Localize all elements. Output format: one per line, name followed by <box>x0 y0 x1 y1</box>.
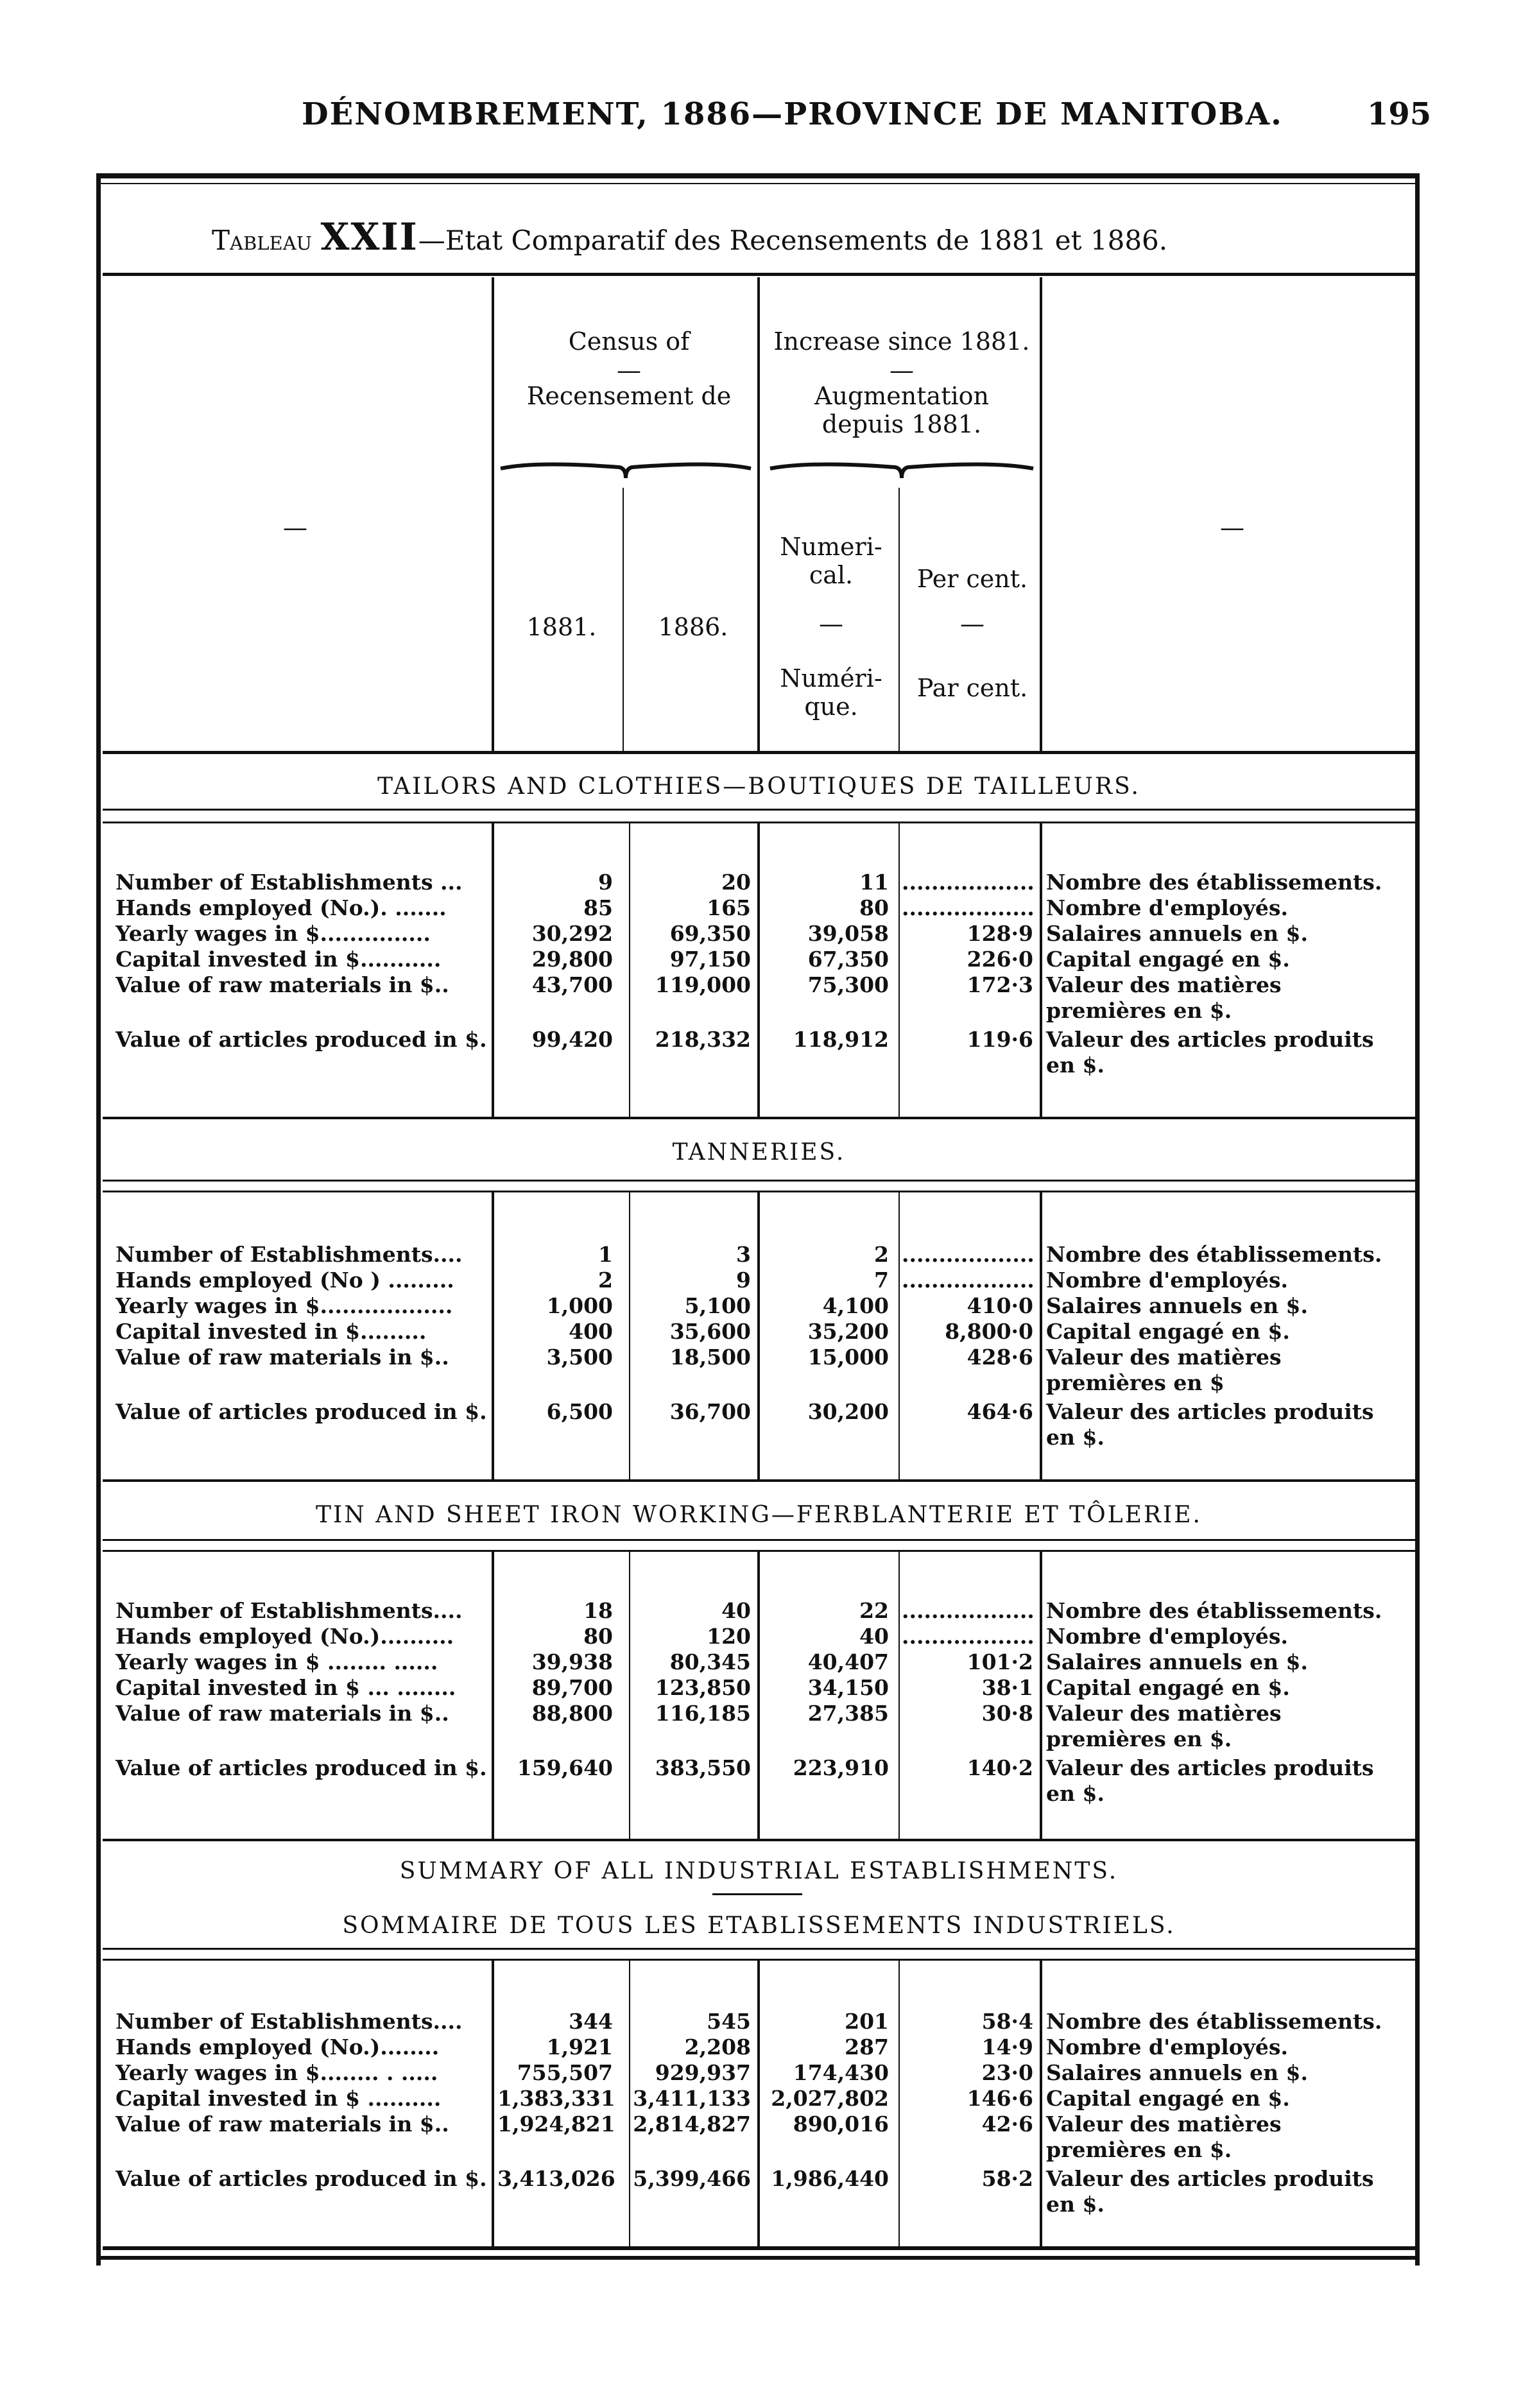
census-brace <box>497 449 754 488</box>
value-numerical: 223,910 <box>793 1755 889 1780</box>
row-label-fr: Salaires annuels en $. <box>1046 1649 1309 1674</box>
value-numerical: 7 <box>874 1268 889 1293</box>
row-label-en: Capital invested in $......... <box>116 1319 427 1344</box>
value-1886: 36,700 <box>669 1399 751 1424</box>
row-label-en: Hands employed (No.)........ <box>116 2034 440 2060</box>
value-1886: 2,814,827 <box>633 2111 751 2137</box>
section-heading: SUMMARY OF ALL INDUSTRIAL ESTABLISHMENTS. <box>399 1858 1119 1884</box>
percent-dash: — <box>960 610 984 638</box>
row-label-fr: Valeur des articles produits en $. <box>1046 1399 1374 1450</box>
section-heading-fr: SOMMAIRE DE TOUS LES ETABLISSEMENTS INDUSTRIELS. <box>342 1913 1176 1939</box>
section-col-rule <box>898 1959 900 2246</box>
value-1886: 20 <box>721 870 751 895</box>
section-col-rule <box>492 1191 494 1479</box>
row-label-fr: Valeur des matières premières en $. <box>1046 2111 1282 2162</box>
row-label-fr: Salaires annuels en $. <box>1046 1293 1309 1318</box>
value-numerical: 40,407 <box>807 1649 889 1674</box>
value-1881: 89,700 <box>531 1675 613 1700</box>
row-label-fr: Capital engagé en $. <box>1046 1675 1290 1700</box>
value-percent: 410·0 <box>967 1293 1033 1318</box>
value-numerical: 287 <box>845 2034 889 2060</box>
increase-brace <box>767 449 1036 488</box>
running-title: DÉNOMBREMENT, 1886—PROVINCE DE MANITOBA. <box>302 96 1283 132</box>
value-1886: 929,937 <box>655 2060 751 2085</box>
table-title-text: —Etat Comparatif des Recensements de 1881 et 1886. <box>418 225 1168 256</box>
section-col-rule <box>629 821 630 1117</box>
value-1881: 159,640 <box>517 1755 613 1780</box>
header-bottom-rule <box>103 751 1415 754</box>
row-label-en: Value of articles produced in $. <box>116 1399 487 1424</box>
value-percent: 428·6 <box>967 1345 1033 1370</box>
section-col-rule <box>492 1550 494 1839</box>
right-dash: — <box>1220 513 1244 542</box>
row-label-en: Hands employed (No.).......... <box>116 1624 454 1649</box>
value-1886: 120 <box>707 1624 751 1649</box>
row-label-fr: Capital engagé en $. <box>1046 2086 1290 2111</box>
value-1886: 3 <box>736 1242 751 1267</box>
row-label-fr: Capital engagé en $. <box>1046 1319 1290 1344</box>
value-percent: .................. <box>902 895 1035 920</box>
row-label-fr: Salaires annuels en $. <box>1046 921 1309 946</box>
value-1886: 123,850 <box>655 1675 751 1700</box>
value-1886: 165 <box>707 895 751 920</box>
value-percent: 8,800·0 <box>945 1319 1033 1344</box>
row-label-fr: Capital engagé en $. <box>1046 947 1290 972</box>
value-1886: 18,500 <box>669 1345 751 1370</box>
frame-top-rule-thin <box>96 183 1420 184</box>
section-col-rule <box>757 1959 760 2246</box>
value-numerical: 34,150 <box>807 1675 889 1700</box>
row-label-fr: Valeur des matières premières en $ <box>1046 1345 1282 1395</box>
section-col-rule <box>629 1550 630 1839</box>
value-1881: 1,921 <box>546 2034 613 2060</box>
section-top-rule <box>103 1948 1415 1950</box>
section-col-rule <box>757 1191 760 1479</box>
value-1881: 43,700 <box>531 972 613 997</box>
value-percent: .................. <box>902 870 1035 895</box>
numerical-en: Numeri- cal. <box>780 533 882 589</box>
value-percent: 14·9 <box>981 2034 1033 2060</box>
value-1881: 3,413,026 <box>497 2166 615 2191</box>
row-label-en: Value of articles produced in $. <box>116 2166 487 2191</box>
row-label-fr: Nombre des établissements. <box>1046 2009 1382 2034</box>
value-1881: 755,507 <box>517 2060 613 2085</box>
value-percent: 226·0 <box>967 947 1033 972</box>
row-label-fr: Valeur des articles produits en $. <box>1046 1755 1374 1806</box>
frame-left-rule <box>96 173 101 2266</box>
section-col-rule <box>1040 1191 1042 1479</box>
value-1881: 2 <box>598 1268 613 1293</box>
section-col-rule <box>1040 821 1042 1117</box>
section-col-rule <box>1040 1959 1042 2246</box>
value-1881: 39,938 <box>531 1649 613 1674</box>
value-percent: .................. <box>902 1242 1035 1267</box>
value-numerical: 2 <box>874 1242 889 1267</box>
value-1886: 5,100 <box>684 1293 751 1318</box>
section-col-rule <box>757 821 760 1117</box>
row-label-fr: Valeur des matières premières en $. <box>1046 972 1282 1023</box>
section-col-rule <box>898 1550 900 1839</box>
table-bottom-rule <box>96 2256 1420 2260</box>
col-rule-num-pct <box>898 488 900 751</box>
value-1886: 2,208 <box>684 2034 751 2060</box>
value-percent: 30·8 <box>981 1701 1033 1726</box>
col-rule-increase <box>1040 277 1042 752</box>
table-title-prefix: Tableau <box>212 225 313 256</box>
value-numerical: 35,200 <box>807 1319 889 1344</box>
section-col-rule <box>757 1550 760 1839</box>
section-heading: TAILORS AND CLOTHIES—BOUTIQUES DE TAILLEURS. <box>377 773 1140 800</box>
value-1886: 97,150 <box>669 947 751 972</box>
value-percent: 58·2 <box>981 2166 1033 2191</box>
value-numerical: 67,350 <box>807 947 889 972</box>
row-label-en: Number of Establishments.... <box>116 2009 463 2034</box>
row-label-en: Value of articles produced in $. <box>116 1755 487 1780</box>
value-1886: 218,332 <box>655 1027 751 1052</box>
value-numerical: 2,027,802 <box>771 2086 889 2111</box>
value-1881: 1,924,821 <box>497 2111 615 2137</box>
value-numerical: 80 <box>859 895 889 920</box>
value-1881: 1,000 <box>546 1293 613 1318</box>
value-percent: 146·6 <box>967 2086 1033 2111</box>
heading-divider <box>712 1893 802 1895</box>
section-col-rule <box>492 821 494 1117</box>
value-1881: 29,800 <box>531 947 613 972</box>
value-numerical: 39,058 <box>807 921 889 946</box>
page-number: 195 <box>1367 96 1432 132</box>
frame-right-rule <box>1415 173 1420 2266</box>
value-numerical: 15,000 <box>807 1345 889 1370</box>
value-1886: 80,345 <box>669 1649 751 1674</box>
row-label-fr: Nombre d'employés. <box>1046 895 1288 920</box>
row-label-en: Value of articles produced in $. <box>116 1027 487 1052</box>
section-top-rule <box>103 809 1415 811</box>
value-1886: 35,600 <box>669 1319 751 1344</box>
value-1886: 5,399,466 <box>633 2166 751 2191</box>
value-1881: 80 <box>583 1624 613 1649</box>
left-dash: — <box>283 513 307 542</box>
value-percent: 23·0 <box>981 2060 1033 2085</box>
value-numerical: 30,200 <box>807 1399 889 1424</box>
frame-top-rule <box>96 173 1420 178</box>
row-label-fr: Nombre d'employés. <box>1046 1624 1288 1649</box>
census-fr: Recensement de <box>526 382 732 410</box>
increase-en: Increase since 1881. <box>773 327 1030 356</box>
numerical-dash: — <box>819 610 843 638</box>
value-1881: 88,800 <box>531 1701 613 1726</box>
row-label-en: Hands employed (No.). ....... <box>116 895 447 920</box>
section-heading: TIN AND SHEET IRON WORKING—FERBLANTERIE ET TÔLERIE. <box>316 1502 1202 1528</box>
value-1881: 1,383,331 <box>497 2086 615 2111</box>
numerical-fr: Numéri- que. <box>780 664 882 721</box>
table-title-number: XXII <box>320 215 418 259</box>
row-label-fr: Nombre d'employés. <box>1046 1268 1288 1293</box>
row-label-fr: Nombre d'employés. <box>1046 2034 1288 2060</box>
row-label-en: Number of Establishments.... <box>116 1598 463 1623</box>
value-1886: 383,550 <box>655 1755 751 1780</box>
census-en: Census of <box>568 327 690 356</box>
row-label-fr: Nombre des établissements. <box>1046 1242 1382 1267</box>
row-label-fr: Valeur des articles produits en $. <box>1046 2166 1374 2217</box>
section-top-rule <box>103 1539 1415 1541</box>
row-label-en: Value of raw materials in $.. <box>116 1345 449 1370</box>
value-1881: 6,500 <box>546 1399 613 1424</box>
section-bottom-rule <box>103 1839 1415 1841</box>
section-col-rule <box>629 1959 630 2246</box>
value-percent: 101·2 <box>967 1649 1033 1674</box>
value-percent: 128·9 <box>967 921 1033 946</box>
value-numerical: 890,016 <box>793 2111 889 2137</box>
table-title <box>212 215 1167 259</box>
value-1886: 119,000 <box>655 972 751 997</box>
section-heading: TANNERIES. <box>672 1139 846 1165</box>
value-1886: 116,185 <box>655 1701 751 1726</box>
value-numerical: 11 <box>859 870 889 895</box>
value-1881: 9 <box>598 870 613 895</box>
value-percent: 172·3 <box>967 972 1033 997</box>
value-numerical: 118,912 <box>793 1027 889 1052</box>
value-numerical: 40 <box>859 1624 889 1649</box>
row-label-fr: Valeur des matières premières en $. <box>1046 1701 1282 1751</box>
percent-fr: Par cent. <box>916 674 1028 702</box>
row-label-fr: Valeur des articles produits en $. <box>1046 1027 1374 1078</box>
value-numerical: 75,300 <box>807 972 889 997</box>
section-bottom-rule <box>103 1117 1415 1119</box>
row-label-en: Yearly wages in $............... <box>116 921 431 946</box>
value-numerical: 4,100 <box>822 1293 889 1318</box>
row-label-en: Number of Establishments ... <box>116 870 463 895</box>
value-1881: 400 <box>569 1319 613 1344</box>
section-bottom-rule <box>103 2246 1415 2250</box>
title-rule <box>103 273 1415 276</box>
section-col-rule <box>898 1191 900 1479</box>
value-1886: 69,350 <box>669 921 751 946</box>
section-col-rule <box>629 1191 630 1479</box>
value-percent: .................. <box>902 1598 1035 1623</box>
value-1881: 1 <box>598 1242 613 1267</box>
value-percent: .................. <box>902 1624 1035 1649</box>
section-col-rule <box>898 821 900 1117</box>
value-numerical: 22 <box>859 1598 889 1623</box>
value-1886: 40 <box>721 1598 751 1623</box>
value-numerical: 1,986,440 <box>771 2166 889 2191</box>
section-bottom-rule <box>103 1479 1415 1482</box>
row-label-en: Number of Establishments.... <box>116 1242 463 1267</box>
value-numerical: 201 <box>845 2009 889 2034</box>
row-label-en: Capital invested in $ ... ........ <box>116 1675 456 1700</box>
value-1881: 18 <box>583 1598 613 1623</box>
value-1886: 3,411,133 <box>633 2086 751 2111</box>
value-numerical: 27,385 <box>807 1701 889 1726</box>
year-1886: 1886. <box>658 613 728 641</box>
row-label-en: Value of raw materials in $.. <box>116 1701 449 1726</box>
value-percent: 464·6 <box>967 1399 1033 1424</box>
row-label-fr: Salaires annuels en $. <box>1046 2060 1309 2085</box>
value-1881: 3,500 <box>546 1345 613 1370</box>
row-label-en: Capital invested in $........... <box>116 947 442 972</box>
increase-fr: Augmentation depuis 1881. <box>814 382 989 438</box>
value-1881: 99,420 <box>531 1027 613 1052</box>
row-label-fr: Nombre des établissements. <box>1046 870 1382 895</box>
value-percent: .................. <box>902 1268 1035 1293</box>
value-1881: 85 <box>583 895 613 920</box>
value-percent: 42·6 <box>981 2111 1033 2137</box>
value-percent: 38·1 <box>981 1675 1033 1700</box>
row-label-en: Hands employed (No ) ......... <box>116 1268 454 1293</box>
value-percent: 140·2 <box>967 1755 1033 1780</box>
value-numerical: 174,430 <box>793 2060 889 2085</box>
value-percent: 119·6 <box>967 1027 1033 1052</box>
census-dash: — <box>617 356 641 384</box>
row-label-en: Value of raw materials in $.. <box>116 972 449 997</box>
section-col-rule <box>492 1959 494 2246</box>
row-label-en: Yearly wages in $........ . ..... <box>116 2060 438 2085</box>
col-rule-label <box>492 277 494 752</box>
row-label-en: Value of raw materials in $.. <box>116 2111 449 2137</box>
col-rule-census <box>757 277 760 752</box>
percent-en: Per cent. <box>916 565 1028 593</box>
section-top-rule <box>103 1180 1415 1182</box>
value-1881: 344 <box>569 2009 613 2034</box>
col-rule-years <box>623 488 624 751</box>
section-col-rule <box>1040 1550 1042 1839</box>
value-1881: 30,292 <box>531 921 613 946</box>
value-percent: 58·4 <box>981 2009 1033 2034</box>
row-label-fr: Nombre des établissements. <box>1046 1598 1382 1623</box>
row-label-en: Yearly wages in $.................. <box>116 1293 453 1318</box>
year-1881: 1881. <box>526 613 597 641</box>
row-label-en: Capital invested in $ .......... <box>116 2086 442 2111</box>
increase-dash: — <box>890 356 914 384</box>
row-label-en: Yearly wages in $ ........ ...... <box>116 1649 438 1674</box>
value-1886: 9 <box>736 1268 751 1293</box>
value-1886: 545 <box>707 2009 751 2034</box>
